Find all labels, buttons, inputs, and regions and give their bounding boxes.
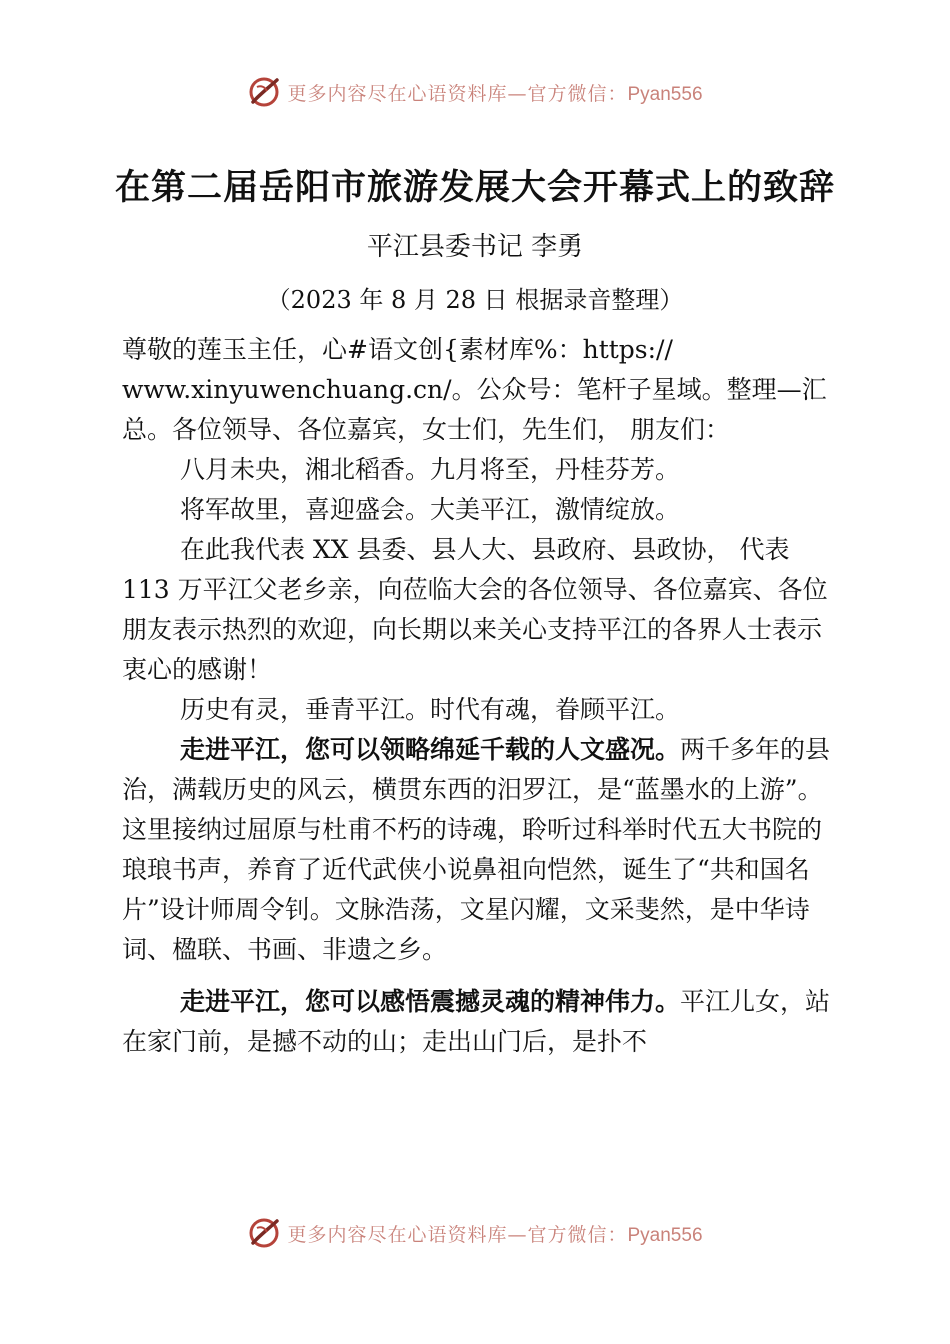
brush-logo-icon [247,1216,281,1250]
wechat-id: Pyan556 [627,1224,703,1246]
wechat-id: Pyan556 [627,83,703,105]
paragraph-lead: 走进平江，您可以领略绵延千载的人文盛况。 [180,735,681,764]
paragraph-text: 平江儿女，站在家门前，是撼不动的山；走出山门后，是扑不 [122,987,831,1056]
banner-text: 更多内容尽在心语资料库—官方微信：Pyan556 [287,82,703,105]
paragraph-lead: 走进平江，您可以感悟震撼灵魂的精神伟力。 [180,987,681,1016]
page-title: 在第二届岳阳市旅游发展大会开幕式上的致辞 [114,167,835,208]
date-line: （2023 年 8 月 28 日 根据录音整理） [266,286,684,314]
paragraph-text: 两千多年的县治，满载历史的风云，横贯东西的汨罗江，是“蓝墨水的上游”。这里接纳过屈原与杜甫不朽的诗魂，聆听过科举时代五大书院的琅琅书声，养育了近代武侠小说鼻祖向恺然，诞生了“共和国名片”设计师周令钊。文脉浩荡，文星闪耀，文采斐然，是中华诗词、楹联、书画、非遗之乡。 [122,735,831,964]
header-banner [0,72,950,112]
paragraph: 将军故里，喜迎盛会。大美平江，激情绽放。 [180,495,681,524]
author-byline: 平江县委书记 李勇 [366,232,584,262]
paragraph-greeting: 尊敬的莲玉主任，心#语文创{素材库%：https:// www.xinyuwenchuang.cn/。公众号：笔杆子星域。整理—汇总。各位领导、各位嘉宾，女士们，先生们， 朋友们： [122,335,827,444]
paragraph [122,982,834,1062]
speech-body [122,330,834,1062]
footer-banner [0,1213,950,1253]
paragraph: 八月未央，湘北稻香。九月将至，丹桂芬芳。 [180,455,681,484]
banner-text: 更多内容尽在心语资料库—官方微信：Pyan556 [287,1223,703,1246]
paragraph [122,730,834,970]
paragraph: 历史有灵，垂青平江。时代有魂，眷顾平江。 [180,695,681,724]
paragraph: 在此我代表 XX 县委、县人大、县政府、县政协， 代表 113 万平江父老乡亲，向莅临大会的各位领导、各位嘉宾、各位朋友表示热烈的欢迎，向长期以来关心支持平江的各界人士表示衷心的感谢！ [122,535,828,684]
brush-logo-icon [247,75,281,109]
